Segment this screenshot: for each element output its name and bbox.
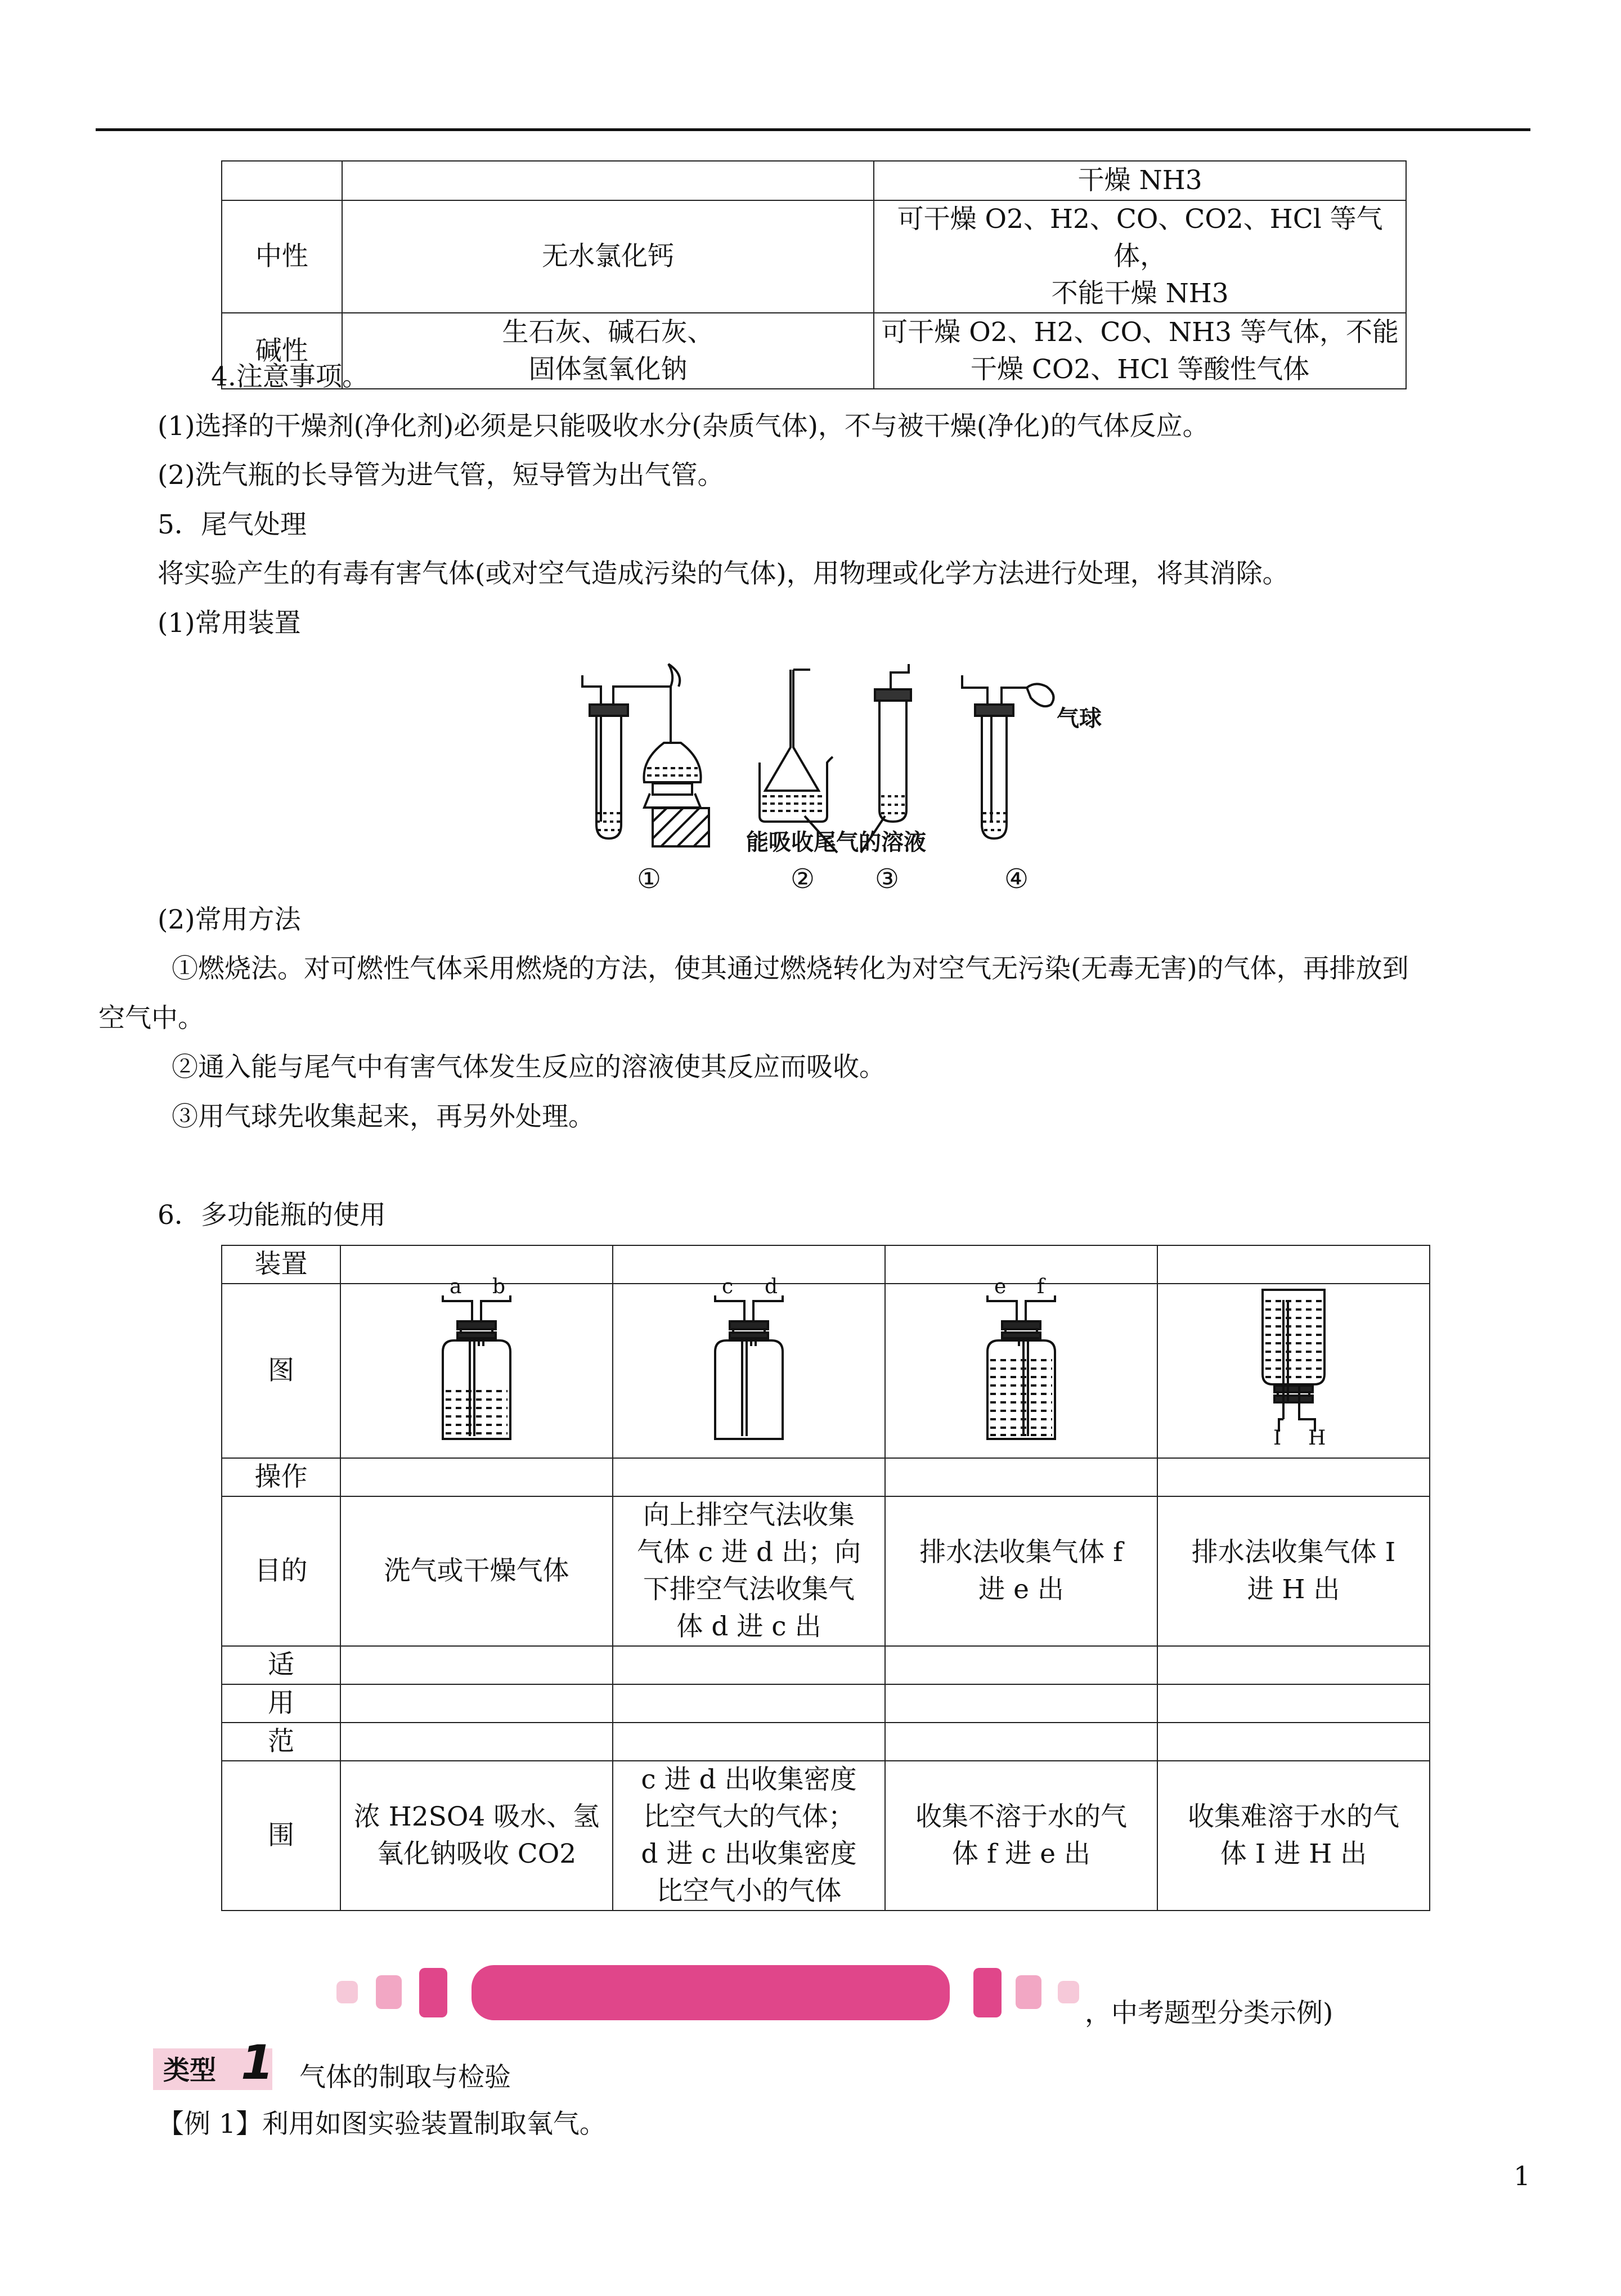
banner-dot (376, 1975, 402, 2009)
cell-line: 进 e 出 (978, 1574, 1064, 1605)
header-cell-scope: 用 (222, 1684, 340, 1723)
type-tag-label: 类型 (163, 2055, 216, 2086)
cell-line: 排水法收集气体 I (1191, 1537, 1396, 1568)
table-cell (613, 1646, 885, 1684)
table-row (222, 1458, 1430, 1496)
device-number-3: ③ (875, 863, 900, 895)
cell-line: 固体氢氧化钠 (528, 353, 688, 385)
cell-line: 比空气小的气体 (656, 1876, 842, 1907)
header-cell-figure: 图 (222, 1284, 340, 1458)
cell-line: 干燥 CO2、HCl 等酸性气体 (971, 353, 1310, 385)
tail-gas-devices-figure (568, 653, 1102, 906)
cell-line: 可干燥 O2、H2、CO、NH3 等气体，不能 (881, 316, 1399, 348)
method-1-line-2: 空气中。 (98, 1003, 204, 1034)
table-row (222, 1284, 1430, 1458)
table-cell (340, 1245, 613, 1284)
section-heading-tail-gas: 5．尾气处理 (158, 509, 307, 540)
cell-line: 浓 H2SO4 吸水、氢 (353, 1801, 600, 1832)
tube-label-I: I (1273, 1427, 1282, 1450)
table-cell (874, 200, 1406, 313)
table-cell: 洗气或干燥气体 (340, 1496, 613, 1646)
water-bottle-ef-figure (965, 1275, 1077, 1447)
banner-pill (472, 1965, 950, 2020)
header-cell-scope: 适 (222, 1646, 340, 1684)
cell-line: 进 H 出 (1247, 1574, 1340, 1605)
table-cell: 无水氯化钙 (342, 200, 874, 313)
cell-line: 可干燥 O2、H2、CO、CO2、HCl 等气体， (897, 204, 1383, 272)
tube-device-3 (861, 664, 911, 853)
cell-line: 排水法收集气体 f (919, 1537, 1123, 1568)
method-3: ③用气球先收集起来，再另外处理。 (172, 1101, 595, 1132)
table-cell (342, 161, 874, 200)
bottle-table (221, 1245, 1430, 1911)
table-row (222, 1245, 1430, 1284)
page-number: 1 (1514, 2161, 1530, 2192)
cell-line: 气体 c 进 d 出；向 (636, 1537, 861, 1568)
gas-bottle-cd-figure (693, 1275, 805, 1447)
table-cell (885, 1761, 1157, 1911)
tube-label-c: c (722, 1275, 734, 1298)
header-cell-scope: 范 (222, 1723, 340, 1761)
inverted-bottle-ih-figure (1237, 1284, 1350, 1450)
table-cell (340, 1761, 613, 1911)
table-row (222, 313, 1406, 389)
table-cell (885, 1684, 1157, 1723)
table-cell (613, 1245, 885, 1284)
table-cell (342, 313, 874, 389)
table-cell (613, 1496, 885, 1646)
cell-line: 体 d 进 c 出 (676, 1611, 821, 1642)
burner-device (640, 664, 709, 846)
figure-cell (885, 1275, 1157, 1458)
device-number-1: ① (637, 863, 662, 895)
header-rule (96, 128, 1530, 131)
cell-line: 不能干燥 NH3 (1051, 278, 1229, 309)
table-cell (1157, 1761, 1430, 1911)
cell-line: 体 I 进 H 出 (1220, 1838, 1367, 1869)
cell-line: 氧化钠吸收 CO2 (376, 1838, 577, 1869)
table-cell (340, 1723, 613, 1761)
tube-label-e: e (994, 1275, 1007, 1298)
table-cell (613, 1458, 885, 1496)
table-cell (874, 313, 1406, 389)
wash-bottle-ab-figure (420, 1275, 533, 1447)
tube-label-d: d (765, 1275, 778, 1298)
figure-cell (613, 1275, 885, 1458)
cell-line: 收集不溶于水的气 (915, 1801, 1127, 1832)
tube-label-H: H (1308, 1427, 1326, 1450)
table-cell: 碱性 (222, 313, 342, 389)
cell-line: 比空气大的气体； (643, 1801, 855, 1832)
table-cell (885, 1458, 1157, 1496)
balloon-label: 气球 (1057, 706, 1102, 732)
tail-gas-intro: 将实验产生的有毒有害气体(或对空气造成污染的气体)，用物理或化学方法进行处理，将其消除。 (158, 558, 1289, 589)
table-row (222, 1723, 1430, 1761)
table-cell (1157, 1496, 1430, 1646)
table-cell (885, 1723, 1157, 1761)
table-cell (222, 161, 342, 200)
devices-heading: (1)常用装置 (158, 608, 301, 639)
methods-heading: (2)常用方法 (158, 904, 301, 935)
table-cell (340, 1684, 613, 1723)
header-cell-operation: 操作 (222, 1458, 340, 1496)
solution-label: 能吸收尾气的溶液 (746, 829, 926, 855)
balloon-device-4 (962, 675, 1054, 838)
table-cell (885, 1646, 1157, 1684)
banner-dot (336, 1981, 358, 2003)
beaker-device-2 (760, 670, 837, 853)
tube-label-b: b (492, 1275, 506, 1298)
device-number-2: ② (791, 863, 815, 895)
table-cell (340, 1646, 613, 1684)
table-row (222, 1496, 1430, 1646)
note-item-1: (1)选择的干燥剂(净化剂)必须是只能吸收水分(杂质气体)，不与被干燥(净化)的气体反应。 (158, 411, 1209, 442)
figure-cell (340, 1275, 613, 1458)
cell-line: 下排空气法收集气 (643, 1574, 855, 1605)
method-2: ②通入能与尾气中有害气体发生反应的溶液使其反应而吸收。 (172, 1052, 886, 1083)
banner-text: ，中考题型分类示例) (1085, 1998, 1333, 2029)
notes-heading: 4.注意事项。 (211, 361, 369, 392)
table-row (222, 1761, 1430, 1911)
section-heading-bottle: 6．多功能瓶的使用 (158, 1200, 386, 1231)
table-row (222, 1684, 1430, 1723)
table-cell (1157, 1646, 1430, 1684)
table-row (222, 1646, 1430, 1684)
banner-dot (419, 1968, 447, 2017)
table-cell (1157, 1458, 1430, 1496)
cell-line: 体 f 进 e 出 (952, 1838, 1090, 1869)
example-1: 【例 1】利用如图实验装置制取氧气。 (158, 2109, 606, 2140)
dryer-table (221, 160, 1407, 389)
table-cell (885, 1245, 1157, 1284)
banner-dot (1016, 1975, 1041, 2009)
cell-line: c 进 d 出收集密度 (641, 1764, 857, 1795)
banner-dot (973, 1968, 1002, 2017)
note-item-2: (2)洗气瓶的长导管为进气管，短导管为出气管。 (158, 460, 724, 491)
banner-dot (1058, 1981, 1079, 2003)
header-cell-device: 装置 (222, 1245, 340, 1284)
figure-cell (1157, 1284, 1430, 1458)
cell-line: 生石灰、碱石灰、 (502, 316, 714, 348)
device-number-4: ④ (1004, 863, 1029, 895)
table-cell (613, 1723, 885, 1761)
table-cell (340, 1458, 613, 1496)
header-cell-purpose: 目的 (222, 1496, 340, 1646)
table-cell: 干燥 NH3 (874, 161, 1406, 200)
table-row (222, 161, 1406, 200)
cell-line: 向上排空气法收集 (643, 1500, 855, 1531)
method-1-line-1: ①燃烧法。对可燃性气体采用燃烧的方法，使其通过燃烧转化为对空气无污染(无毒无害)的气体，再排放到 (172, 953, 1409, 984)
type-tag-number: 1 (241, 2035, 274, 2090)
table-cell (613, 1761, 885, 1911)
table-cell (1157, 1684, 1430, 1723)
table-cell: 中性 (222, 200, 342, 313)
type-title: 气体的制取与检验 (299, 2062, 511, 2093)
table-row (222, 200, 1406, 313)
table-cell (1157, 1723, 1430, 1761)
table-cell (885, 1496, 1157, 1646)
cell-line: d 进 c 出收集密度 (641, 1838, 857, 1869)
header-cell-scope: 围 (222, 1761, 340, 1911)
cell-line: 收集难溶于水的气 (1188, 1801, 1399, 1832)
tube-label-f: f (1037, 1275, 1045, 1298)
test-tube-device-1 (582, 675, 640, 838)
table-cell (613, 1684, 885, 1723)
table-cell (1157, 1245, 1430, 1284)
tube-label-a: a (450, 1275, 462, 1298)
